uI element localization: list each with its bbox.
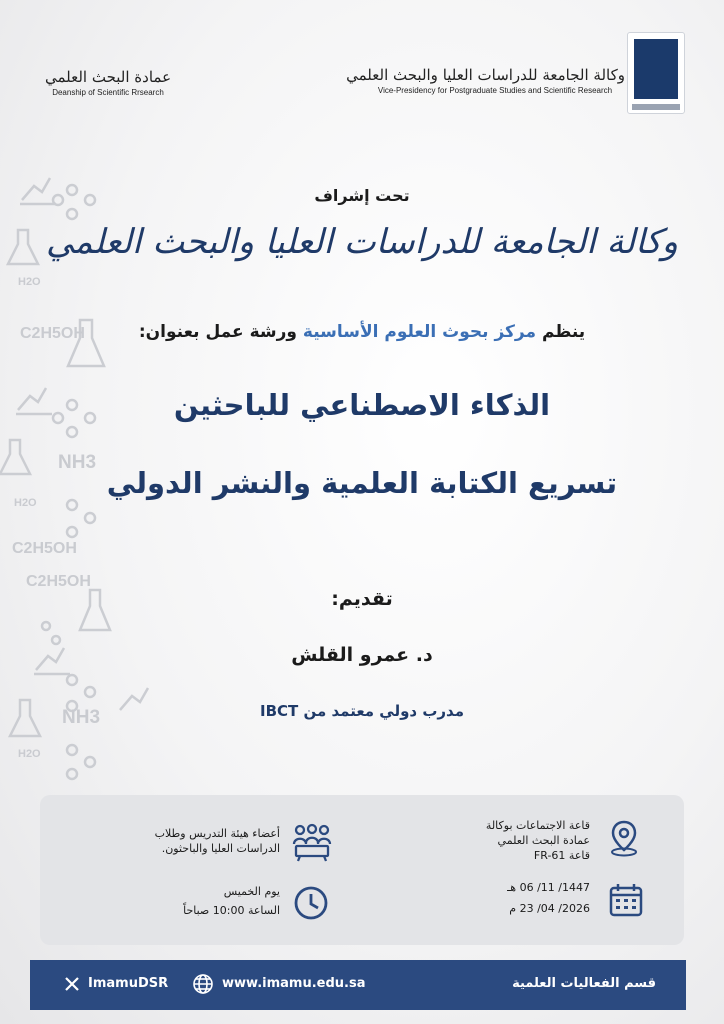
event-day: يوم الخميس (223, 885, 280, 898)
organizer-line (0, 322, 724, 342)
vice-presidency-logo-en: Vice-Presidency for Postgraduate Studies and Scientific Research (377, 86, 613, 95)
date-hijri: 1447/ 11/ 06 هـ (507, 881, 590, 894)
location-line2: عمادة البحث العلمي (497, 834, 590, 847)
audience-icon (290, 822, 334, 862)
organizer-center: مركز بحوث العلوم الأساسية (302, 322, 537, 342)
event-time: الساعة 10:00 صباحاً (183, 904, 280, 917)
workshop-title-line1: الذكاء الاصطناعي للباحثين (173, 388, 551, 422)
calendar-icon (608, 882, 644, 918)
audience-line1: أعضاء هيئة التدريس وطلاب (154, 827, 280, 840)
department-name: قسم الفعاليات العلمية (512, 976, 656, 991)
deanship-logo (38, 68, 178, 97)
audience-info (120, 826, 280, 856)
organizer-suffix: ورشة عمل بعنوان: (138, 322, 297, 342)
location-line3: قاعة FR-61 (533, 849, 590, 862)
formula-ethanol-3: C2H5OH (26, 573, 91, 590)
twitter-handle[interactable]: ImamuDSR (88, 976, 169, 991)
formula-ethanol: C2H5OH (20, 325, 85, 342)
formula-water-2: H2O (14, 497, 37, 509)
time-info (120, 884, 280, 918)
vice-presidency-logo-ar: وكالة الجامعة للدراسات العليا والبحث العلمي (346, 66, 625, 84)
website-link[interactable]: www.imamu.edu.sa (222, 976, 366, 991)
supervising-agency: وكالة الجامعة للدراسات العليا والبحث العلمي (45, 222, 679, 262)
formula-ammonia-2: NH3 (62, 707, 101, 728)
university-emblem-icon (627, 32, 685, 114)
deanship-logo-ar: عمادة البحث العلمي (44, 68, 172, 86)
presenter-name: د. عمرو القلش (291, 644, 433, 666)
location-pin-icon (608, 818, 640, 858)
date-gregorian: 2026/ 04/ 23 م (509, 902, 590, 915)
formula-water: H2O (18, 276, 41, 288)
formula-ethanol-2: C2H5OH (12, 540, 77, 557)
formula-ammonia: NH3 (58, 452, 97, 473)
date-info (440, 880, 590, 916)
formula-water-3: H2O (18, 748, 41, 760)
presented-by-label: تقديم: (331, 588, 393, 610)
audience-line2: الدراسات العليا والباحثون. (161, 842, 280, 855)
presenter-credential: مدرب دولي معتمد من IBCT (259, 702, 465, 720)
supervision-label: تحت إشراف (314, 186, 410, 205)
footer-bar (30, 960, 686, 1010)
workshop-title-line2: تسريع الكتابة العلمية والنشر الدولي (106, 466, 618, 500)
location-line1: قاعة الاجتماعات بوكالة (485, 819, 590, 832)
organizer-prefix: ينظم (541, 322, 586, 342)
deanship-logo-en: Deanship of Scientific Rrsearch (52, 88, 164, 97)
location-info (430, 818, 590, 863)
vice-presidency-logo (346, 66, 625, 95)
x-twitter-icon (64, 976, 80, 992)
globe-icon (192, 973, 214, 995)
clock-icon (292, 884, 330, 922)
